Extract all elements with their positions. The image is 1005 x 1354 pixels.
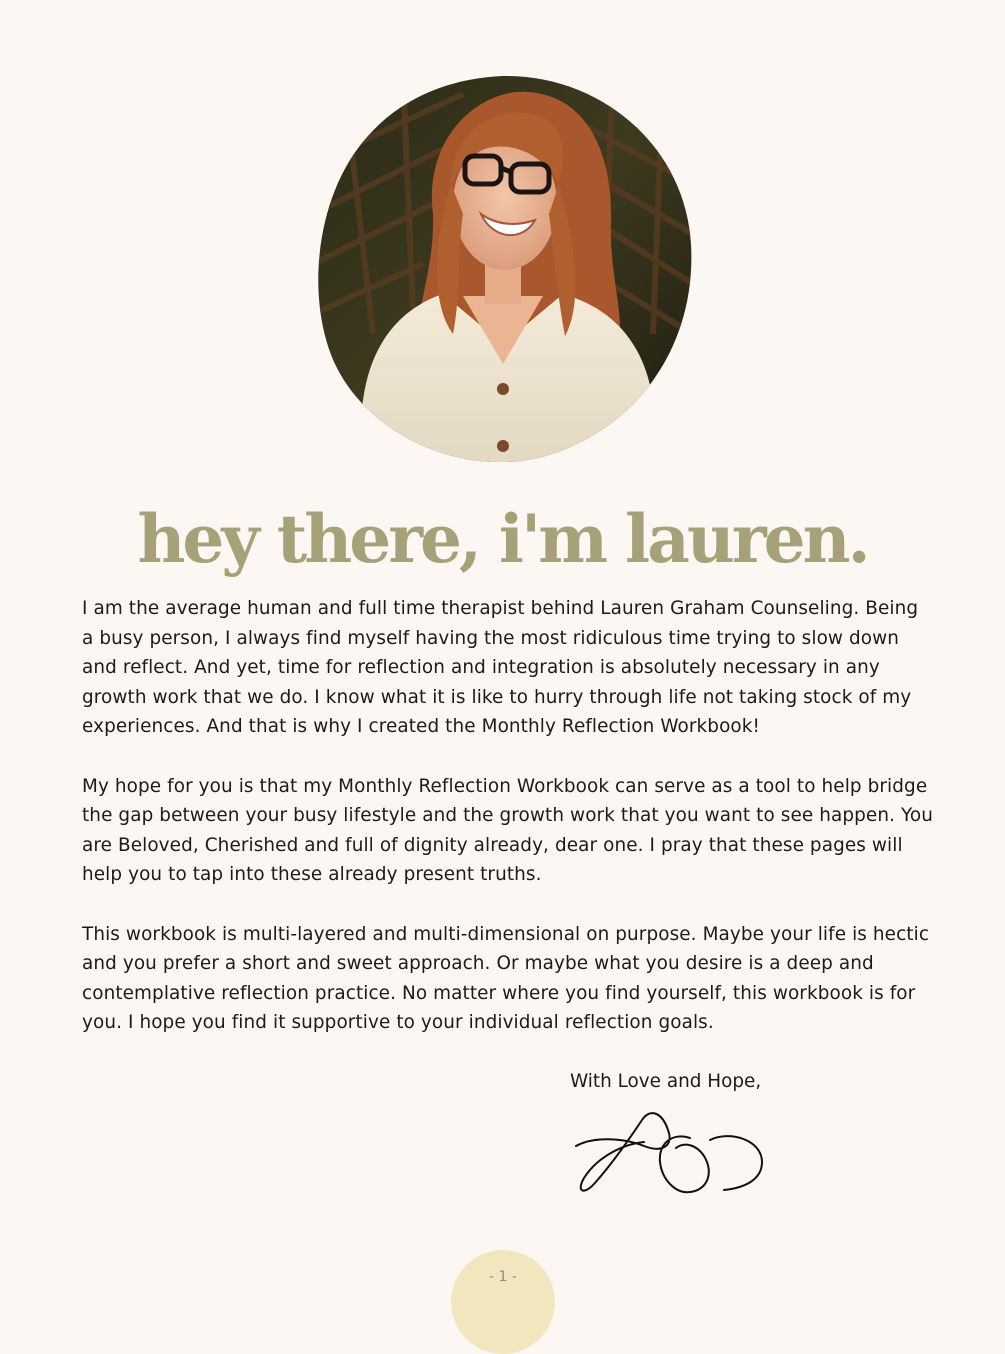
intro-text xyxy=(82,594,934,1068)
portrait-photo xyxy=(313,74,693,462)
page-number: - 1 - xyxy=(489,1269,517,1285)
page-number-badge xyxy=(451,1250,555,1354)
paragraph-hope: My hope for you is that my Monthly Reflection Workbook can serve as a tool to help bridge the gap between your busy lifestyle and the growth work that you want to see happen. You are Beloved, Cherished and full of dignity already, dear one. I pray that these pages will help you to tap into these already present truths. xyxy=(82,775,933,886)
paragraph-intro: I am the average human and full time therapist behind Lauren Graham Counseling. Being a busy person, I always find myself having the most ridiculous time trying to slow down and reflect. And yet, time for reflection and integration is absolutely necessary in any growth work that we do. I know what it is like to hurry through life not taking stock of my experiences. And that is why I created the Monthly Reflection Workbook! xyxy=(82,598,919,738)
signoff-text: With Love and Hope, xyxy=(570,1071,762,1092)
paragraph-workbook: This workbook is multi-layered and multi-dimensional on purpose. Maybe your life is hectic and you prefer a short and sweet approach. Or maybe what you desire is a deep and contemplative reflection practice. No matter where you find yourself, this workbook is for you. I hope you find it supportive to your individual reflection goals. xyxy=(82,923,930,1034)
handwritten-signature-icon xyxy=(572,1100,772,1200)
portrait-photo-icon xyxy=(313,74,693,462)
page-title: hey there, i'm lauren. xyxy=(137,500,868,578)
signature xyxy=(572,1100,772,1200)
